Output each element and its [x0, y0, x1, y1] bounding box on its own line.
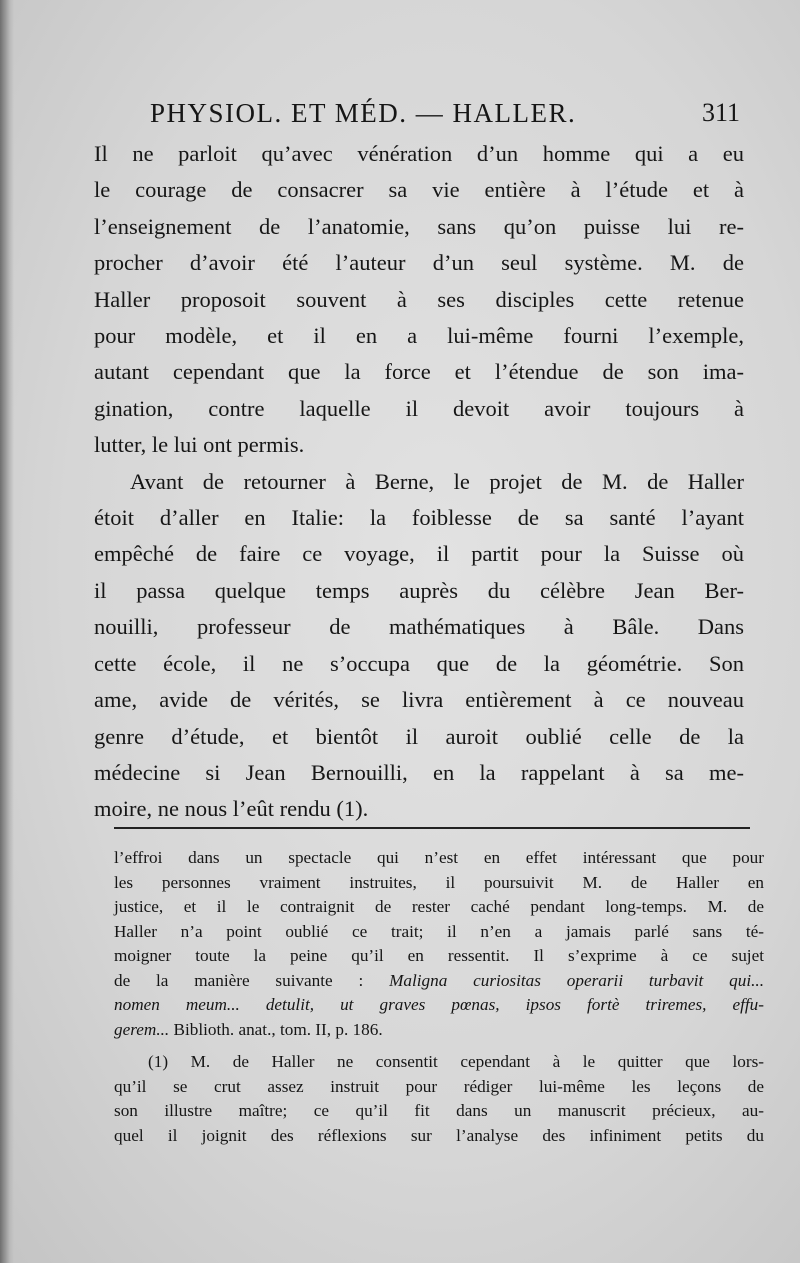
text-line: procher d’avoir été l’auteur d’un seul système. M. de: [94, 250, 744, 276]
footnote-line: (1) M. de Haller ne consentit cependant à le quitter que lors-: [148, 1052, 764, 1071]
text-line: cette école, il ne s’occupa que de la géométrie. Son: [94, 650, 744, 676]
footnote-continued: [114, 846, 764, 1042]
footnote-line: [114, 969, 764, 994]
footnote-divider: [114, 827, 750, 829]
text-line: ame, avide de vérités, se livra entièrement à ce nouveau: [94, 687, 744, 713]
latin-quote: gerem...: [114, 1019, 170, 1039]
paragraph-2: [94, 464, 744, 828]
text-line: l’enseignement de l’anatomie, sans qu’on puisse lui re-: [94, 213, 744, 239]
text-line: Il ne parloit qu’avec vénération d’un homme qui a eu: [94, 141, 744, 166]
text-line: il passa quelque temps auprès du célèbre Jean Ber-: [94, 577, 744, 603]
footnote-text: de la manière suivante :: [114, 970, 390, 990]
running-title: PHYSIOL. ET MÉD. — HALLER.: [150, 98, 577, 128]
footnote-line: les personnes vraiment instruites, il poursuivit M. de Haller en: [114, 872, 764, 892]
text-line: Haller proposoit souvent à ses disciples cette retenue: [94, 286, 744, 312]
paragraph-1: [94, 136, 744, 464]
text-line: pour modèle, et il en a lui-même fourni l’exemple,: [94, 323, 744, 349]
footnote-line: moigner toute la peine qu’il en ressentit. Il s’exprime à ce sujet: [114, 946, 764, 965]
footnotes: [114, 846, 764, 1148]
footnote-line: quel il joignit des réflexions sur l’analyse des infiniment petits du: [114, 1125, 764, 1145]
latin-quote: Maligna curiositas operarii turbavit qui...: [389, 970, 764, 990]
text-line: étoit d’aller en Italie: la foiblesse de sa santé l’ayant: [94, 505, 744, 531]
page-number: 311: [701, 98, 740, 127]
main-text: [94, 136, 744, 828]
text-line: empêché de faire ce voyage, il partit pour la Suisse où: [94, 541, 744, 567]
text-line: Avant de retourner à Berne, le projet de M. de Haller: [130, 468, 744, 494]
text-line: médecine si Jean Bernouilli, en la rappelant à sa me-: [94, 759, 744, 785]
text-line: gination, contre laquelle il devoit avoir toujours à: [94, 395, 744, 421]
page-binding-shadow: [0, 0, 14, 1263]
text-line: nouilli, professeur de mathématiques à Bâle. Dans: [94, 614, 744, 640]
text-line: moire, ne nous l’eût rendu (1).: [94, 796, 369, 822]
citation: Biblioth. anat., tom. II, p. 186.: [169, 1019, 383, 1039]
text-line: lutter, le lui ont permis.: [94, 432, 305, 458]
footnote-1: [114, 1050, 764, 1148]
footnote-line: [114, 1018, 764, 1043]
text-line: le courage de consacrer sa vie entière à l’étude et à: [94, 177, 744, 203]
text-line: genre d’étude, et bientôt il auroit oublié celle de la: [94, 723, 744, 749]
footnote-line: [114, 993, 764, 1018]
footnote-line: justice, et il le contraignit de rester caché pendant long-temps. M. de: [114, 897, 764, 916]
footnote-line: qu’il se crut assez instruit pour rédiger lui-même les leçons de: [114, 1076, 764, 1096]
footnote-line: Haller n’a point oublié ce trait; il n’en a jamais parlé sans té-: [114, 921, 764, 941]
footnote-line: son illustre maître; ce qu’il fit dans un manuscrit précieux, au-: [114, 1101, 764, 1120]
footnote-line: l’effroi dans un spectacle qui n’est en effet intéressant que pour: [114, 848, 764, 867]
latin-quote: nomen meum... detulit, ut graves pœnas, ipsos fortè triremes, effu-: [114, 995, 764, 1014]
text-line: autant cependant que la force et l’étendue de son ima-: [94, 359, 744, 385]
